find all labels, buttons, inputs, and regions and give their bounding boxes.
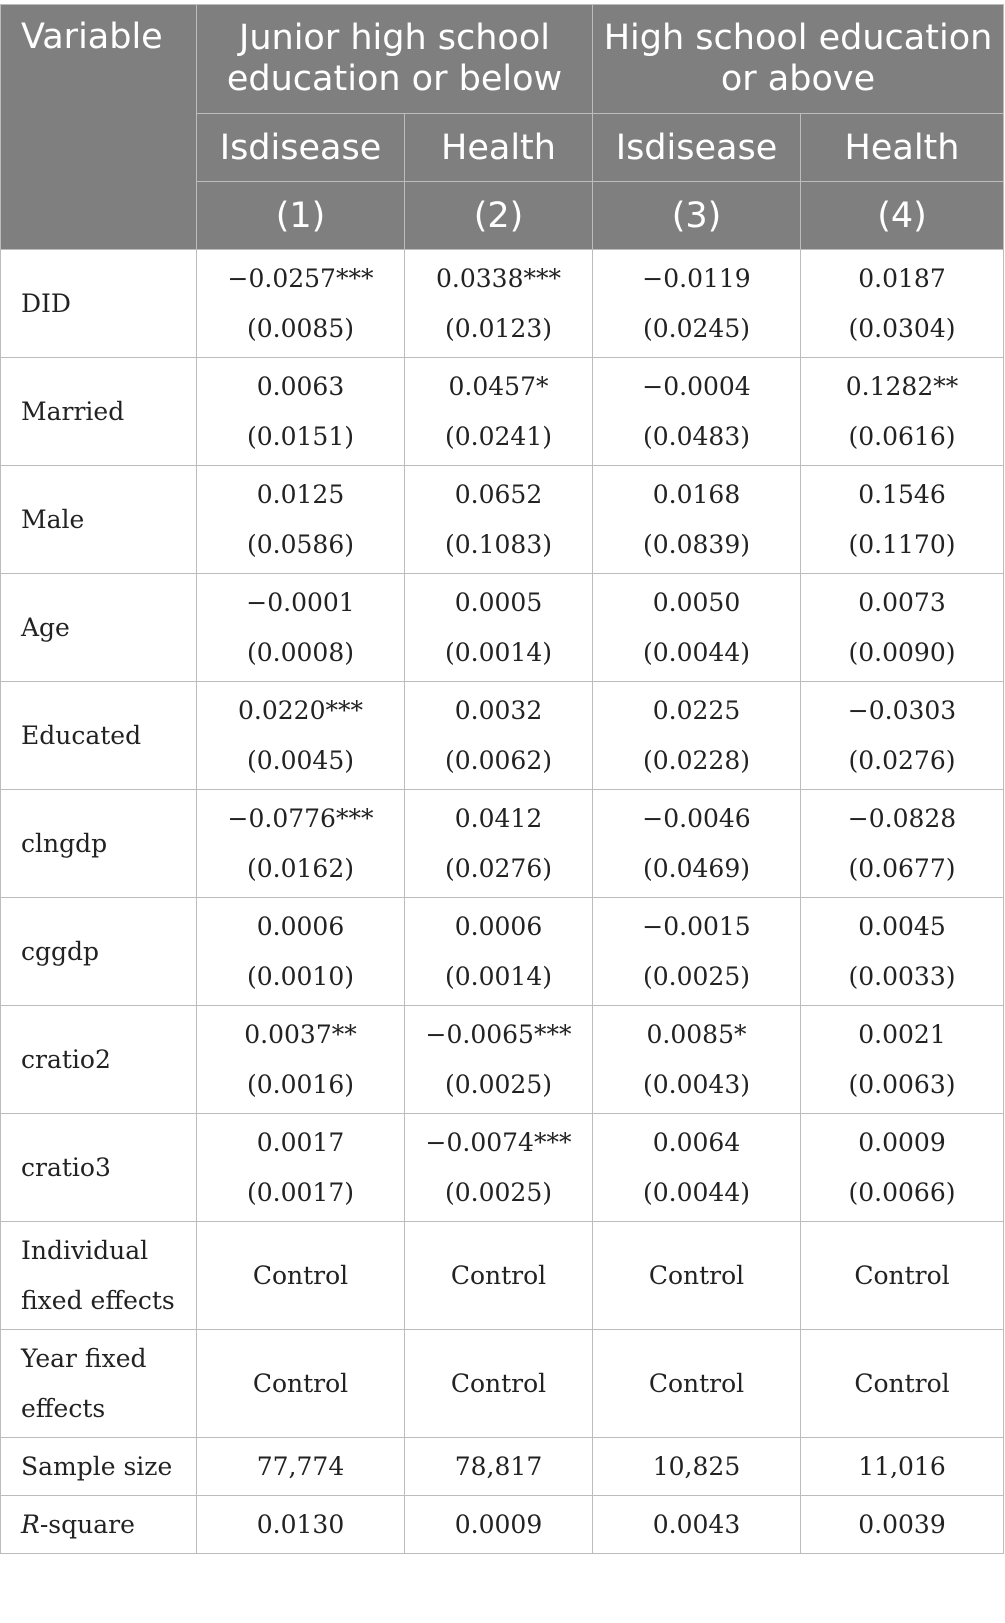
coefficient: 0.1546 (858, 479, 946, 509)
standard-error: (0.0014) (445, 961, 552, 991)
standard-error: (0.0025) (643, 961, 750, 991)
standard-error: (0.0090) (848, 637, 956, 667)
standard-error: (0.0304) (848, 313, 956, 343)
table-cell (197, 898, 405, 1006)
table-cell: Control (197, 1330, 405, 1438)
coefficient: −0.0119 (642, 263, 751, 293)
coefficient: 0.0457* (448, 371, 549, 401)
table-cell: Control (593, 1330, 801, 1438)
row-label: Married (1, 358, 197, 466)
table-cell (801, 466, 1004, 574)
standard-error: (0.0010) (247, 961, 354, 991)
coefficient: 0.0006 (256, 911, 345, 941)
coefficient: 0.0005 (454, 587, 543, 617)
standard-error: (0.1083) (445, 529, 552, 559)
coefficient: 0.0006 (454, 911, 543, 941)
standard-error: (0.0839) (643, 529, 750, 559)
coefficient: −0.0001 (246, 587, 355, 617)
table-row (1, 574, 1004, 682)
row-label: Sample size (1, 1438, 197, 1496)
coefficient: −0.0074*** (425, 1127, 572, 1157)
column-number: (3) (593, 182, 801, 250)
standard-error: (0.0123) (445, 313, 552, 343)
table-row (1, 250, 1004, 358)
table-row (1, 898, 1004, 1006)
table-cell (801, 898, 1004, 1006)
table-row (1, 1496, 1004, 1554)
table-row (1, 682, 1004, 790)
table-cell: 0.0043 (593, 1496, 801, 1554)
table-cell: Control (801, 1222, 1004, 1330)
table-cell (593, 574, 801, 682)
standard-error: (0.0228) (643, 745, 750, 775)
coefficient: 0.0168 (652, 479, 741, 509)
table-cell: 78,817 (405, 1438, 593, 1496)
table-cell (405, 790, 593, 898)
table-cell (405, 574, 593, 682)
group-header-high: High school education or above (593, 5, 1004, 114)
standard-error: (0.0062) (445, 745, 552, 775)
table-row (1, 1222, 1004, 1330)
coefficient: 0.0032 (454, 695, 543, 725)
standard-error: (0.0483) (643, 421, 750, 451)
standard-error: (0.0677) (848, 853, 956, 883)
table-cell: Control (801, 1330, 1004, 1438)
table-cell (197, 682, 405, 790)
coefficient: 0.0064 (652, 1127, 741, 1157)
row-label-line: fixed effects (21, 1285, 175, 1315)
table-cell (405, 1114, 593, 1222)
row-label: Educated (1, 682, 197, 790)
table-cell (197, 574, 405, 682)
table-cell (801, 358, 1004, 466)
group-header-junior: Junior high school education or below (197, 5, 593, 114)
coefficient: 0.0220*** (238, 695, 363, 725)
row-label-line: Individual (21, 1235, 149, 1265)
coefficient: 0.0009 (858, 1127, 946, 1157)
standard-error: (0.0044) (643, 637, 750, 667)
row-label-line: effects (21, 1393, 106, 1423)
row-label: Male (1, 466, 197, 574)
standard-error: (0.0469) (643, 853, 750, 883)
standard-error: (0.1170) (848, 529, 956, 559)
table-cell (593, 682, 801, 790)
table-cell (197, 1114, 405, 1222)
table-cell (405, 898, 593, 1006)
standard-error: (0.0063) (848, 1069, 956, 1099)
regression-table (0, 4, 1004, 1554)
table-cell (593, 250, 801, 358)
coefficient: 0.0652 (454, 479, 543, 509)
table-cell (197, 1006, 405, 1114)
table-cell: 11,016 (801, 1438, 1004, 1496)
coefficient: 0.0017 (256, 1127, 345, 1157)
standard-error: (0.0033) (848, 961, 956, 991)
table-row (1, 466, 1004, 574)
row-label (1, 1330, 197, 1438)
coefficient: 0.0338*** (436, 263, 561, 293)
standard-error: (0.0586) (247, 529, 354, 559)
coefficient: 0.0225 (652, 695, 741, 725)
coefficient: 0.1282** (845, 371, 959, 401)
table-row (1, 1114, 1004, 1222)
standard-error: (0.0276) (445, 853, 552, 883)
row-label-rest: -square (39, 1509, 135, 1539)
row-label (1, 1222, 197, 1330)
table-cell (593, 1114, 801, 1222)
table-cell (405, 466, 593, 574)
coefficient: −0.0257*** (227, 263, 374, 293)
standard-error: (0.0616) (848, 421, 956, 451)
table-cell: Control (405, 1222, 593, 1330)
row-label-italic: R (21, 1509, 40, 1539)
standard-error: (0.0151) (247, 421, 354, 451)
standard-error: (0.0085) (247, 313, 354, 343)
table-row (1, 1006, 1004, 1114)
row-label (1, 1496, 197, 1554)
coefficient: −0.0004 (642, 371, 751, 401)
table-row (1, 358, 1004, 466)
table-cell (801, 1006, 1004, 1114)
coefficient: 0.0412 (454, 803, 543, 833)
standard-error: (0.0044) (643, 1177, 750, 1207)
standard-error: (0.0025) (445, 1069, 552, 1099)
column-number: (2) (405, 182, 593, 250)
coefficient: −0.0303 (847, 695, 957, 725)
coefficient: −0.0776*** (227, 803, 374, 833)
coefficient: 0.0187 (858, 263, 946, 293)
standard-error: (0.0025) (445, 1177, 552, 1207)
standard-error: (0.0245) (643, 313, 750, 343)
table-cell: Control (197, 1222, 405, 1330)
outcome-header: Health (801, 114, 1004, 182)
table-cell: 0.0009 (405, 1496, 593, 1554)
standard-error: (0.0276) (848, 745, 956, 775)
row-label-line: Year fixed (21, 1343, 147, 1373)
table-cell (801, 790, 1004, 898)
coefficient: 0.0045 (858, 911, 946, 941)
standard-error: (0.0017) (247, 1177, 354, 1207)
row-label: Age (1, 574, 197, 682)
table-cell (197, 790, 405, 898)
table-cell: 0.0130 (197, 1496, 405, 1554)
coefficient: 0.0050 (652, 587, 741, 617)
coefficient: −0.0015 (642, 911, 751, 941)
table-cell: 0.0039 (801, 1496, 1004, 1554)
table-body (1, 250, 1004, 1554)
table-cell: Control (593, 1222, 801, 1330)
table-cell (593, 1006, 801, 1114)
coefficient: −0.0065*** (425, 1019, 572, 1049)
table-row (1, 1330, 1004, 1438)
row-label: DID (1, 250, 197, 358)
table-cell (405, 250, 593, 358)
standard-error: (0.0241) (445, 421, 552, 451)
coefficient: 0.0037** (244, 1019, 357, 1049)
coefficient: −0.0046 (642, 803, 751, 833)
coefficient: 0.0063 (256, 371, 345, 401)
standard-error: (0.0043) (643, 1069, 750, 1099)
standard-error: (0.0162) (247, 853, 354, 883)
table-cell: Control (405, 1330, 593, 1438)
table-cell (593, 790, 801, 898)
coefficient: 0.0125 (256, 479, 345, 509)
table-header (1, 5, 1004, 250)
variable-header: Variable (1, 5, 197, 250)
coefficient: 0.0073 (858, 587, 946, 617)
table-cell (593, 898, 801, 1006)
column-number: (1) (197, 182, 405, 250)
row-label: cratio3 (1, 1114, 197, 1222)
table-cell (801, 682, 1004, 790)
outcome-header: Health (405, 114, 593, 182)
table-cell (801, 1114, 1004, 1222)
standard-error: (0.0008) (247, 637, 354, 667)
coefficient: −0.0828 (847, 803, 957, 833)
row-label: clngdp (1, 790, 197, 898)
row-label: cggdp (1, 898, 197, 1006)
table-cell (801, 250, 1004, 358)
table-cell: 10,825 (593, 1438, 801, 1496)
table-cell: 77,774 (197, 1438, 405, 1496)
table-cell (593, 358, 801, 466)
standard-error: (0.0016) (247, 1069, 354, 1099)
table-cell (197, 358, 405, 466)
standard-error: (0.0045) (247, 745, 354, 775)
table-cell (405, 1006, 593, 1114)
column-number: (4) (801, 182, 1004, 250)
outcome-header: Isdisease (593, 114, 801, 182)
row-label: cratio2 (1, 1006, 197, 1114)
coefficient: 0.0085* (646, 1019, 747, 1049)
table-cell (405, 682, 593, 790)
standard-error: (0.0066) (848, 1177, 956, 1207)
table-cell (405, 358, 593, 466)
table-cell (197, 466, 405, 574)
coefficient: 0.0021 (858, 1019, 946, 1049)
table-cell (801, 574, 1004, 682)
standard-error: (0.0014) (445, 637, 552, 667)
table-row (1, 790, 1004, 898)
outcome-header: Isdisease (197, 114, 405, 182)
table-cell (593, 466, 801, 574)
table-row (1, 1438, 1004, 1496)
table-cell (197, 250, 405, 358)
